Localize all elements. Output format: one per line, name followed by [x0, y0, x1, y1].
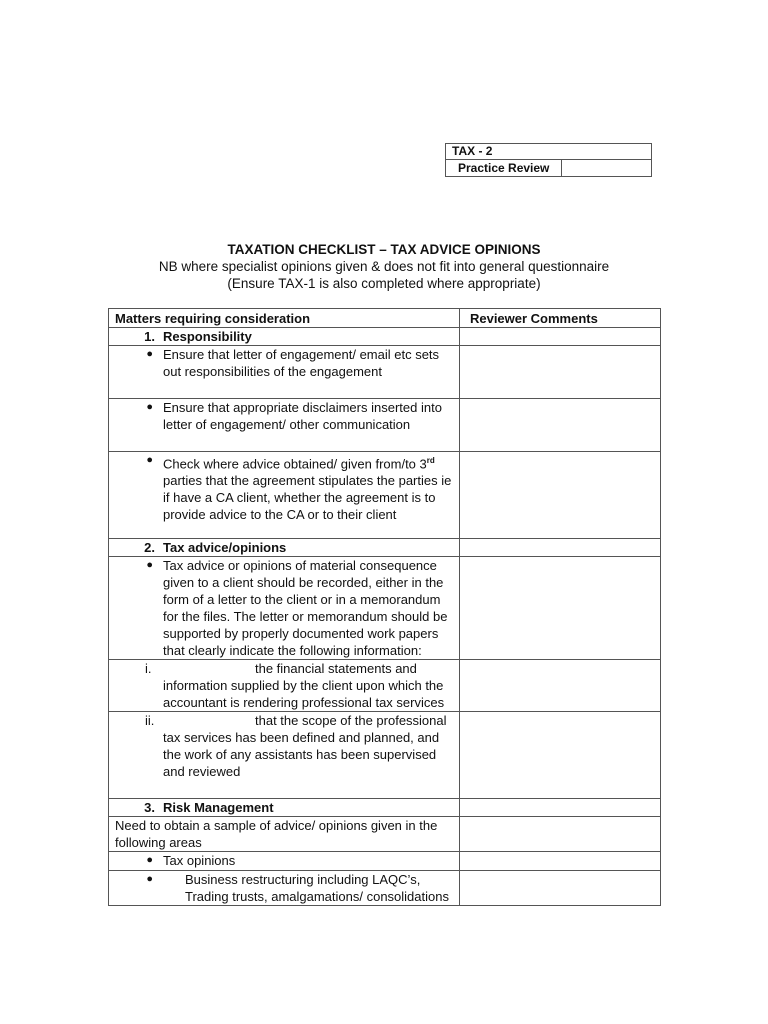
- header-reviewer-comments: Reviewer Comments: [459, 309, 660, 328]
- comment-cell[interactable]: [459, 557, 660, 660]
- table-row: [109, 557, 661, 660]
- section-row: [109, 328, 661, 346]
- bullet-icon: ●: [146, 854, 153, 866]
- table-row: [109, 712, 661, 799]
- comment-cell[interactable]: [459, 712, 660, 799]
- table-row: [109, 817, 661, 852]
- header-matters: Matters requiring consideration: [109, 309, 460, 328]
- comment-cell[interactable]: [459, 660, 660, 712]
- table-row: [109, 852, 661, 871]
- list-item: ● Business restructuring including LAQC’s, Trading trusts, amalgamations/ consolidations: [109, 871, 459, 905]
- practice-review-value: [562, 160, 652, 177]
- bullet-icon: ●: [146, 348, 153, 360]
- comment-cell[interactable]: [459, 346, 660, 399]
- list-item: ● Check where advice obtained/ given from/to 3rd parties that the agreement stipulates the parties ie if have a CA client, whether the agreement is to provide advice to the CA or to their client: [109, 452, 459, 523]
- roman-item: ii. that the scope of the professional tax services has been defined and planned, and the work of any assistants has been supervised and reviewed: [145, 713, 447, 779]
- comment-cell[interactable]: [459, 328, 660, 346]
- heading-note-2: (Ensure TAX-1 is also completed where appropriate): [227, 276, 541, 291]
- list-item: ● Ensure that appropriate disclaimers inserted into letter of engagement/ other communication: [109, 399, 459, 433]
- table-row: [109, 346, 661, 399]
- section-row: [109, 539, 661, 557]
- comment-cell[interactable]: [459, 539, 660, 557]
- table-row: [109, 660, 661, 712]
- document-title: TAXATION CHECKLIST – TAX ADVICE OPINIONS: [227, 242, 541, 257]
- bullet-icon: ●: [146, 559, 153, 571]
- bullet-icon: ●: [146, 873, 153, 885]
- comment-cell[interactable]: [459, 852, 660, 871]
- comment-cell[interactable]: [459, 452, 660, 539]
- table-row: [109, 871, 661, 906]
- checklist-table: [108, 308, 661, 906]
- list-item: ● Ensure that letter of engagement/ email etc sets out responsibilities of the engagement: [109, 346, 459, 380]
- comment-cell[interactable]: [459, 399, 660, 452]
- table-row: [109, 399, 661, 452]
- table-row: [109, 452, 661, 539]
- comment-cell[interactable]: [459, 817, 660, 852]
- practice-review-label: Practice Review: [446, 160, 562, 177]
- document-heading: [0, 241, 768, 292]
- roman-item: i. the financial statements and information supplied by the client upon which the accountant is rendering professional tax services: [145, 661, 445, 710]
- reference-box: [445, 143, 652, 177]
- form-code: TAX - 2: [446, 144, 652, 160]
- list-item: ● Tax advice or opinions of material consequence given to a client should be recorded, either in the form of a letter to the client or in a memorandum for the files. The letter or memorandum should be supported by properly documented work papers that clearly indicate the following information:: [109, 557, 459, 659]
- bullet-icon: ●: [146, 401, 153, 413]
- comment-cell[interactable]: [459, 871, 660, 906]
- section-heading-responsibility: 1. Responsibility: [144, 329, 252, 344]
- list-item: ● Tax opinions: [109, 852, 459, 869]
- table-header-row: [109, 309, 661, 328]
- section-row: [109, 799, 661, 817]
- section-heading-tax-advice: 2. Tax advice/opinions: [144, 540, 287, 555]
- heading-note: NB where specialist opinions given & does not fit into general questionnaire: [158, 259, 610, 274]
- section-intro: Need to obtain a sample of advice/ opinions given in the following areas: [115, 818, 438, 850]
- bullet-icon: ●: [146, 454, 153, 466]
- section-heading-risk-management: 3. Risk Management: [144, 800, 274, 815]
- comment-cell[interactable]: [459, 799, 660, 817]
